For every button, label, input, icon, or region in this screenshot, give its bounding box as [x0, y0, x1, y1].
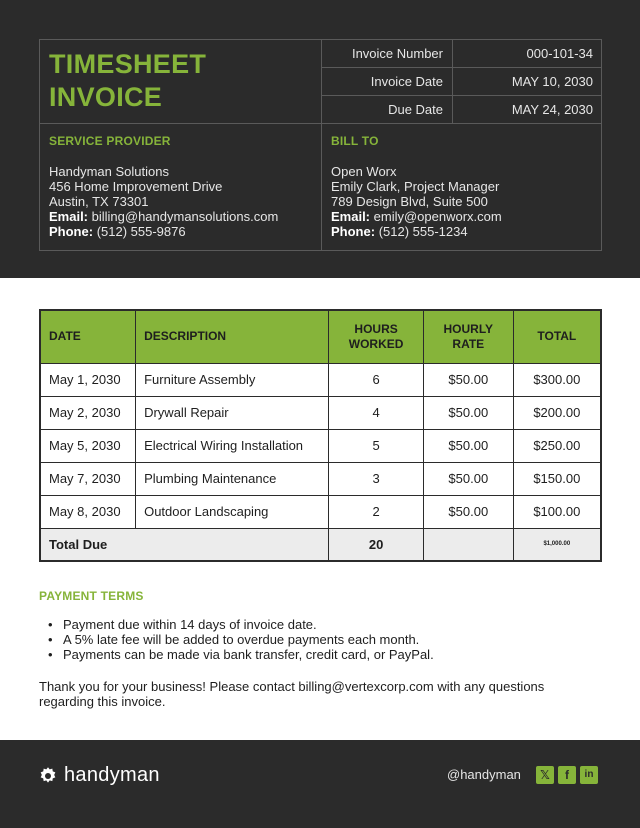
brand-name: handyman: [64, 764, 160, 786]
provider-email[interactable]: billing@handymansolutions.com: [91, 209, 279, 224]
meta-label: Invoice Number: [322, 40, 453, 67]
meta-label: Due Date: [322, 96, 453, 123]
cell-rate: $50.00: [423, 495, 513, 528]
title-cell: [40, 40, 322, 124]
meta-row-invoice-number: [322, 40, 602, 68]
bill-to-heading: BILL TO: [331, 134, 379, 148]
email-label: Email:: [331, 209, 371, 224]
email-label: Email:: [49, 209, 89, 224]
total-due-row: [40, 528, 601, 561]
col-header-description: DESCRIPTION: [136, 310, 329, 363]
meta-row-due-date: [322, 96, 602, 124]
total-hours: 20: [329, 528, 424, 561]
payment-term-item: • Payment due within 14 days of invoice date.: [46, 617, 434, 632]
cell-total: $100.00: [513, 495, 601, 528]
client-phone-line: [331, 224, 502, 239]
client-contact: Emily Clark, Project Manager: [331, 179, 500, 194]
meta-label: Invoice Date: [322, 68, 453, 95]
cell-rate: $50.00: [423, 363, 513, 396]
provider-address-line-2: Austin, TX 73301: [49, 194, 149, 209]
payment-terms-heading: PAYMENT TERMS: [39, 589, 144, 603]
cell-date: May 1, 2030: [40, 363, 136, 396]
service-provider-details: [49, 164, 278, 239]
thank-you-note: Thank you for your business! Please contact billing@vertexcorp.com with any questions regarding this invoice.: [39, 679, 545, 709]
cell-rate: $50.00: [423, 462, 513, 495]
cell-hours: 5: [329, 429, 424, 462]
table-row: [40, 363, 601, 396]
service-provider-heading: SERVICE PROVIDER: [49, 134, 171, 148]
cell-description: Plumbing Maintenance: [136, 462, 329, 495]
client-email-line: [331, 209, 502, 224]
cell-description: Outdoor Landscaping: [136, 495, 329, 528]
title-line-1: TIMESHEET: [49, 49, 207, 79]
cell-total: $250.00: [513, 429, 601, 462]
provider-name: Handyman Solutions: [49, 164, 169, 179]
cell-date: May 7, 2030: [40, 462, 136, 495]
client-email[interactable]: emily@openworx.com: [373, 209, 502, 224]
total-due-label: Total Due: [40, 528, 329, 561]
meta-value: MAY 24, 2030: [511, 102, 593, 117]
table-row: [40, 429, 601, 462]
table-row: [40, 462, 601, 495]
payment-terms-list: [46, 617, 434, 662]
bill-to-section: [322, 124, 602, 251]
col-header-rate: [423, 310, 513, 363]
social-icons: [536, 766, 598, 784]
timesheet-table: [39, 309, 602, 562]
cell-total: $300.00: [513, 363, 601, 396]
service-provider-section: [40, 124, 322, 251]
gear-icon: [38, 766, 58, 786]
cell-total: $200.00: [513, 396, 601, 429]
phone-label: Phone:: [49, 224, 94, 239]
cell-hours: 3: [329, 462, 424, 495]
cell-rate: $50.00: [423, 396, 513, 429]
cell-date: May 2, 2030: [40, 396, 136, 429]
col-header-total: TOTAL: [513, 310, 601, 363]
col-header-hours-line-1: HOURS: [354, 321, 398, 336]
col-header-hours: [329, 310, 424, 363]
cell-hours: 6: [329, 363, 424, 396]
cell-date: May 5, 2030: [40, 429, 136, 462]
cell-description: Furniture Assembly: [136, 363, 329, 396]
title-line-2: INVOICE: [49, 82, 163, 112]
provider-address-line-1: 456 Home Improvement Drive: [49, 179, 223, 194]
provider-email-line: [49, 209, 278, 224]
header-band: [0, 0, 640, 278]
invoice-header-box: [39, 39, 602, 251]
total-amount: $1,000.00: [513, 528, 601, 561]
cell-total: $150.00: [513, 462, 601, 495]
table-row: [40, 495, 601, 528]
payment-term-item: • A 5% late fee will be added to overdue payments each month.: [46, 632, 434, 647]
col-header-rate-line-2: RATE: [452, 336, 485, 351]
bill-to-details: [331, 164, 502, 239]
phone-label: Phone:: [331, 224, 376, 239]
linkedin-icon[interactable]: in: [580, 766, 598, 784]
cell-description: Drywall Repair: [136, 396, 329, 429]
meta-value: MAY 10, 2030: [511, 74, 593, 89]
meta-value: 000-101-34: [526, 46, 593, 61]
client-address: 789 Design Blvd, Suite 500: [331, 194, 488, 209]
col-header-rate-line-1: HOURLY: [443, 321, 494, 336]
x-icon[interactable]: 𝕏: [536, 766, 554, 784]
page-title: [49, 48, 309, 114]
table-row: [40, 396, 601, 429]
cell-rate: $50.00: [423, 429, 513, 462]
col-header-date: DATE: [40, 310, 136, 363]
cell-hours: 2: [329, 495, 424, 528]
provider-phone: (512) 555-9876: [96, 224, 186, 239]
payment-term-item: • Payments can be made via bank transfer, credit card, or PayPal.: [46, 647, 434, 662]
social-handle[interactable]: @handyman: [447, 767, 521, 782]
invoice-meta: [322, 40, 602, 124]
cell-description: Electrical Wiring Installation: [136, 429, 329, 462]
client-company: Open Worx: [331, 164, 397, 179]
table-header-row: [40, 310, 601, 363]
cell-hours: 4: [329, 396, 424, 429]
col-header-hours-line-2: WORKED: [348, 336, 404, 351]
provider-phone-line: [49, 224, 278, 239]
facebook-icon[interactable]: f: [558, 766, 576, 784]
total-rate-empty: [423, 528, 513, 561]
client-phone: (512) 555-1234: [378, 224, 468, 239]
brand-logo[interactable]: [38, 764, 160, 787]
cell-date: May 8, 2030: [40, 495, 136, 528]
meta-row-invoice-date: [322, 68, 602, 96]
footer: [0, 740, 640, 828]
